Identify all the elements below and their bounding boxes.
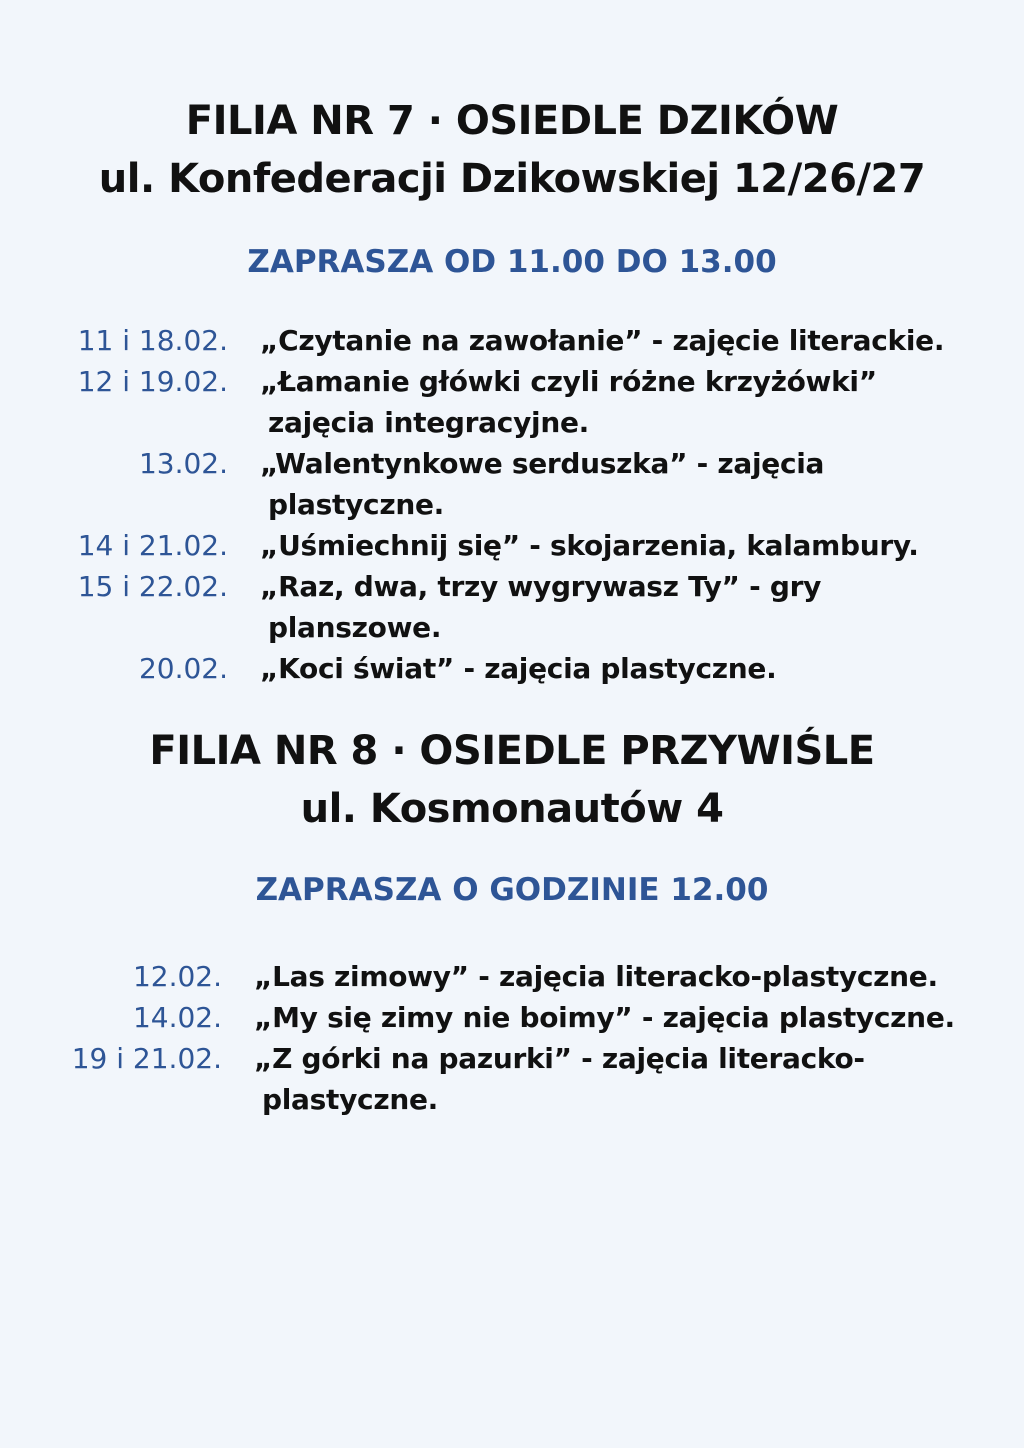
event-description-line: „Walentynkowe serduszka” - zajęcia [260,447,825,480]
event-date: 12.02. [132,960,222,993]
event-description-line: „Koci świat” - zajęcia plastyczne. [260,652,777,685]
branch-title: FILIA NR 8 · OSIEDLE PRZYWIŚLE [149,728,875,774]
event-description [260,648,920,689]
event-date: 15 i 22.02. [77,570,228,603]
branch-address: ul. Konfederacji Dzikowskiej 12/26/27 [98,156,926,202]
event-item [0,648,1024,689]
event-description [260,525,920,566]
event-list [0,956,1024,1120]
event-description-line: „Z górki na pazurki” - zajęcia literacko- [254,1042,865,1075]
event-date: 12 i 19.02. [77,365,228,398]
event-date: 11 i 18.02. [77,324,228,357]
branch-section-filia-7 [0,92,1024,689]
event-description [260,443,920,525]
event-list [0,320,1024,689]
event-description-line: planszowe. [268,611,442,644]
event-description-line: plastyczne. [268,488,444,521]
event-description-line: „My się zimy nie boimy” - zajęcia plastyczne. [254,1001,955,1034]
event-date: 13.02. [138,447,228,480]
event-date: 20.02. [138,652,228,685]
event-item [0,525,1024,566]
event-description [260,320,945,361]
branch-section-filia-8 [0,722,1024,1120]
branch-address: ul. Kosmonautów 4 [300,786,724,832]
event-item [0,361,1024,443]
event-description-line: plastyczne. [262,1083,438,1116]
opening-hours: ZAPRASZA OD 11.00 DO 13.00 [247,244,777,280]
event-description [254,956,944,997]
event-description-line: „Raz, dwa, trzy wygrywasz Ty” - gry [260,570,822,603]
event-description [254,1038,944,1120]
event-date: 19 i 21.02. [71,1042,222,1075]
event-item [0,320,1024,361]
event-description [254,997,955,1038]
event-item [0,566,1024,648]
branch-title: FILIA NR 7 · OSIEDLE DZIKÓW [185,98,839,144]
event-description [260,566,920,648]
event-description-line: zajęcia integracyjne. [268,406,589,439]
event-item [0,1038,1024,1120]
event-description [260,361,920,443]
event-description-line: „Łamanie główki czyli różne krzyżówki” [260,365,877,398]
event-description-line: „Czytanie na zawołanie” - zajęcie literackie. [260,324,945,357]
event-item [0,956,1024,997]
opening-hours: ZAPRASZA O GODZINIE 12.00 [255,872,769,908]
event-description-line: „Uśmiechnij się” - skojarzenia, kalambury. [260,529,919,562]
event-date: 14 i 21.02. [77,529,228,562]
event-item [0,997,1024,1038]
event-item [0,443,1024,525]
event-description-line: „Las zimowy” - zajęcia literacko-plastyczne. [254,960,938,993]
event-date: 14.02. [132,1001,222,1034]
